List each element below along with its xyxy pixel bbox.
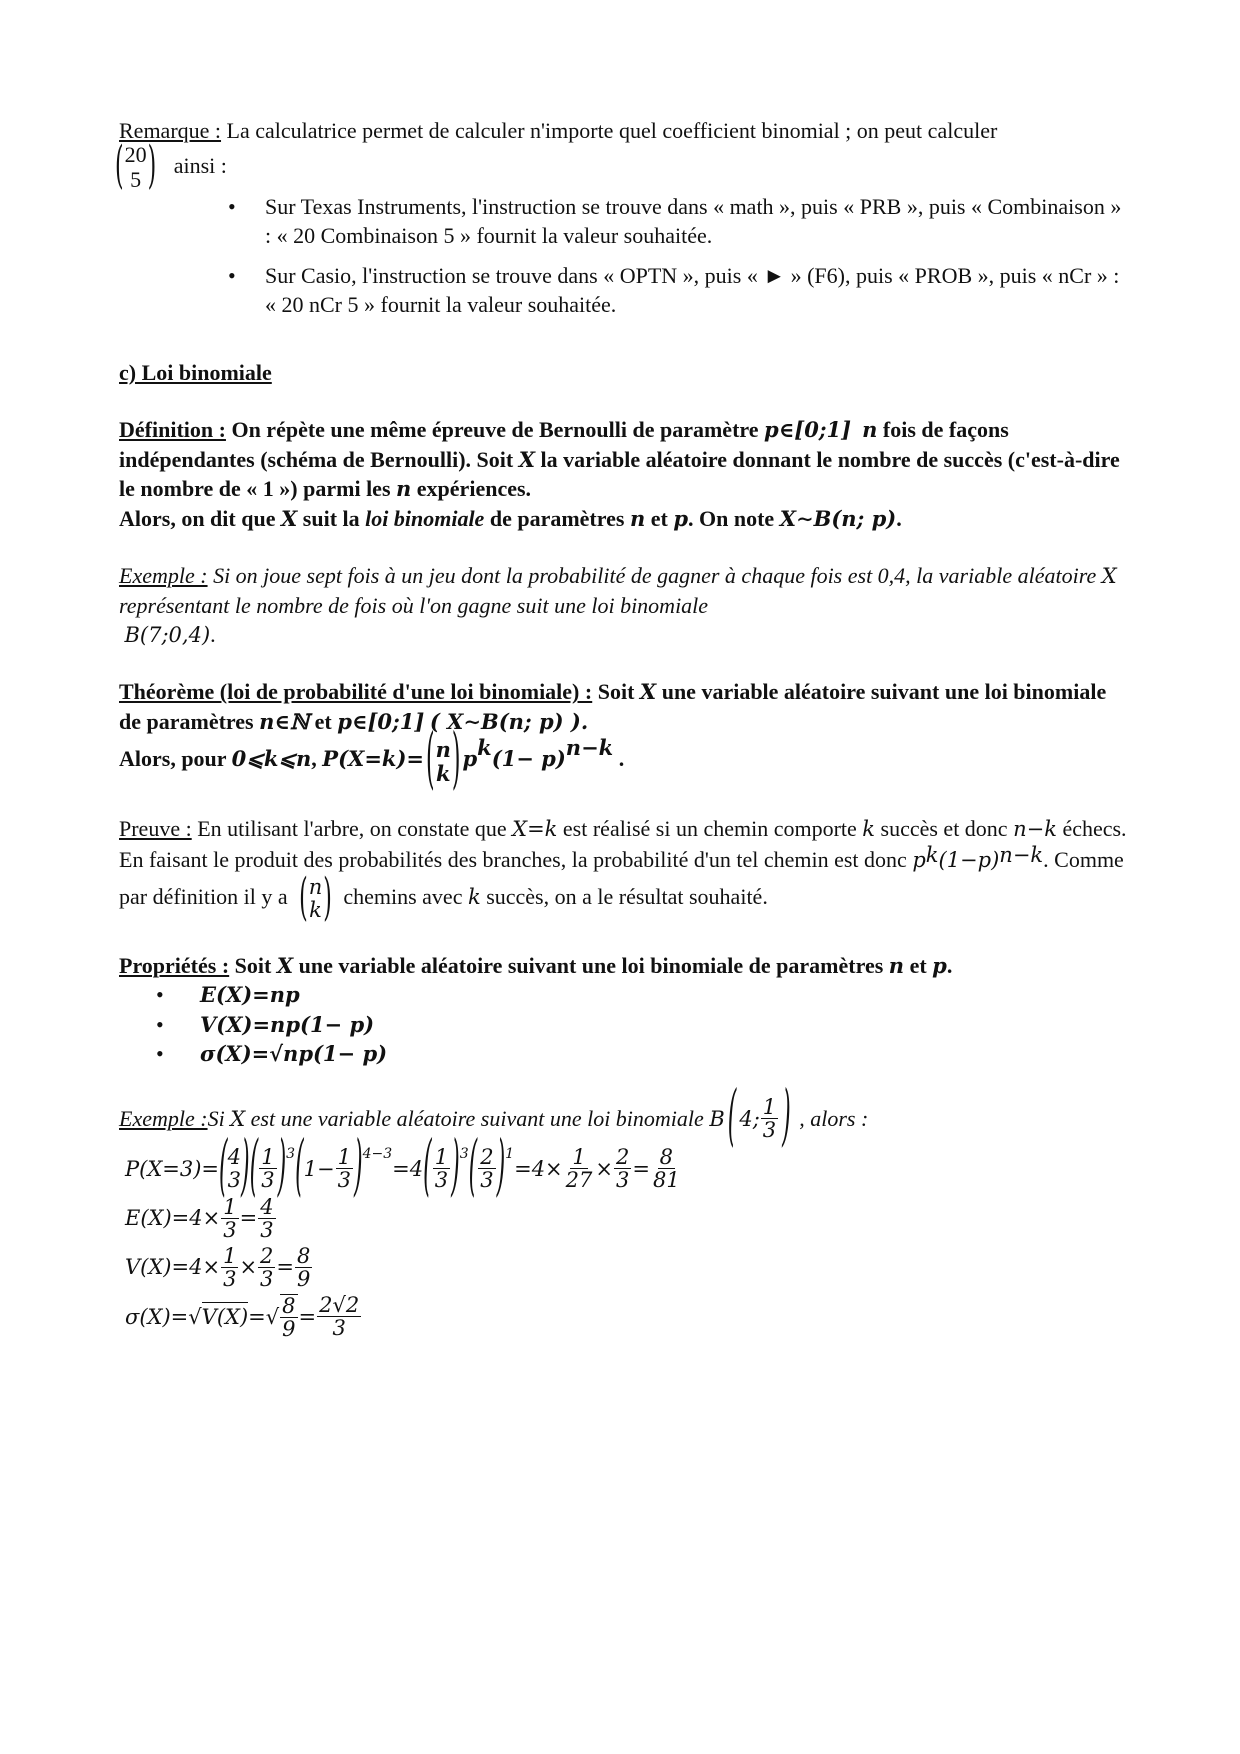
exemple2-label: Exemple : xyxy=(119,1106,208,1132)
proprietes-list xyxy=(119,980,1129,1068)
list-item: • V(X)=np(1− p) xyxy=(156,1011,375,1037)
exemple2-paragraph: Exemple : Si X est une variable aléatoire suivant une loi binomiale B ( 4; $\frac{1}{3}$ ) , alors : xyxy=(119,1080,869,1156)
bullet-casio: Sur Casio, l'instruction se trouve dans « OPTN », puis « ► » (F6), puis « PROB », puis « nCr » : « 20 nCr 5 » fournit la valeur souhaitée. xyxy=(265,262,1120,318)
remarque-binom-line xyxy=(115,138,1129,196)
preuve-paragraph: Preuve : En utilisant l'arbre, on constate que X=k est réalisé si un chemin comporte k succès et donc n−k échecs. En faisant le produit des probabilités des branches, la probabilité d'un tel chemin est donc $p^k(1-p)^{n-k}$. Comme par définition il y a ( n k ) chemins avec k succès, on a le résultat souhaité. xyxy=(119,815,1127,928)
binomial-n-k: ( n k ) xyxy=(426,723,461,799)
bullet-texas: Sur Texas Instruments, l'instruction se trouve dans « math », puis « PRB », puis « Combinaison » : « 20 Combinaison 5 » fournit la valeur souhaitée. xyxy=(265,193,1122,249)
remarque-text: La calculatrice permet de calculer n'importe quel coefficient binomial ; on peut calculer xyxy=(221,118,998,143)
list-item: • σ(X)=√np(1− p) xyxy=(156,1040,388,1066)
theoreme-paragraph: Théorème (loi de probabilité d'une loi binomiale) : Soit X une variable aléatoire suivant une loi binomiale de paramètres n∈ℕ et p∈[0;1] ( X∼B(n; p) ). xyxy=(119,679,1107,734)
equation-expectation: E(X)=4× $\frac{1}{3}$ = $\frac{4}{3}$ xyxy=(125,1194,274,1242)
equation-std-deviation: σ(X)=√ V(X) =√ $\frac{8}{9}$ = $\frac{2√2}{3}$ xyxy=(125,1293,360,1341)
calculator-list xyxy=(119,192,1129,320)
page-content xyxy=(115,116,1129,1344)
remarque-paragraph xyxy=(119,116,1129,145)
binom-top: 20 xyxy=(124,142,147,168)
list-item: • Sur Texas Instruments, l'instruction se trouve dans « math », puis « PRB », puis « Combinaison » : « 20 Combinaison 5 » fournit la valeur souhaitée. xyxy=(228,193,1122,249)
binomial-20-5: ( 20 5 ) xyxy=(115,138,157,196)
preuve-label: Preuve : xyxy=(119,815,192,841)
equation-probability: P(X=3)= ( 4 3 ) ( $\frac{1}{3}$ ) $^3$ ( 1− $\frac{1}{3}$ ) $^{4-3}$ =4 ( $\frac{1}{3}$ ) $^3$ ( $\frac{2}{3}$ ) $^1$ =4× $\frac{1}{27}$ × $\frac{2}{3}$ = $\frac{8}{81}$ xyxy=(125,1130,680,1206)
definition-label: Définition : xyxy=(119,417,226,443)
remarque-ainsi: ainsi : xyxy=(173,152,227,178)
binomial-n-k-preuve: ( n k ) xyxy=(299,869,332,928)
exemple1-label: Exemple : xyxy=(119,563,208,589)
proprietes-paragraph: Propriétés : Soit X une variable aléatoire suivant une loi binomiale de paramètres n et p. xyxy=(119,952,953,978)
section-title: c) Loi binomiale xyxy=(119,359,272,385)
remarque-label: Remarque : xyxy=(119,118,222,143)
list-item: • E(X)=np xyxy=(156,982,300,1008)
equation-variance: V(X)=4× $\frac{1}{3}$ × $\frac{2}{3}$ = $\frac{8}{9}$ xyxy=(125,1243,311,1291)
theoreme-label: Théorème (loi de probabilité d'une loi binomiale) : xyxy=(119,679,593,705)
list-item: • Sur Casio, l'instruction se trouve dans « OPTN », puis « ► » (F6), puis « PROB », puis « nCr » : « 20 nCr 5 » fournit la valeur souhaitée. xyxy=(228,262,1120,318)
theoreme-formula: Alors, pour 0⩽k⩽n, P(X=k)= ( n k ) $p^k(1- p)^{n-k}$ . xyxy=(119,723,625,799)
exemple2-equations xyxy=(125,1130,1129,1341)
proprietes-label: Propriétés : xyxy=(119,952,230,978)
definition-paragraph: Définition : On répète une même épreuve de Bernoulli de paramètre p∈[0;1] n fois de façons indépendantes (schéma de Bernoulli). Soit X la variable aléatoire donnant le nombre de succès (c'est-à-dire le nombre de « 1 ») parmi les n expériences. Alors, on dit que X suit la loi binomiale de paramètres n et p. On note X∼B(n; p). xyxy=(119,417,1120,531)
exemple1-paragraph: Exemple : Si on joue sept fois à un jeu dont la probabilité de gagner à chaque fois est 0,4, la variable aléatoire X représentant le nombre de fois où l'on gagne suit une loi binomiale B(7;0,4). xyxy=(119,563,1117,647)
binom-bottom: 5 xyxy=(130,166,142,192)
